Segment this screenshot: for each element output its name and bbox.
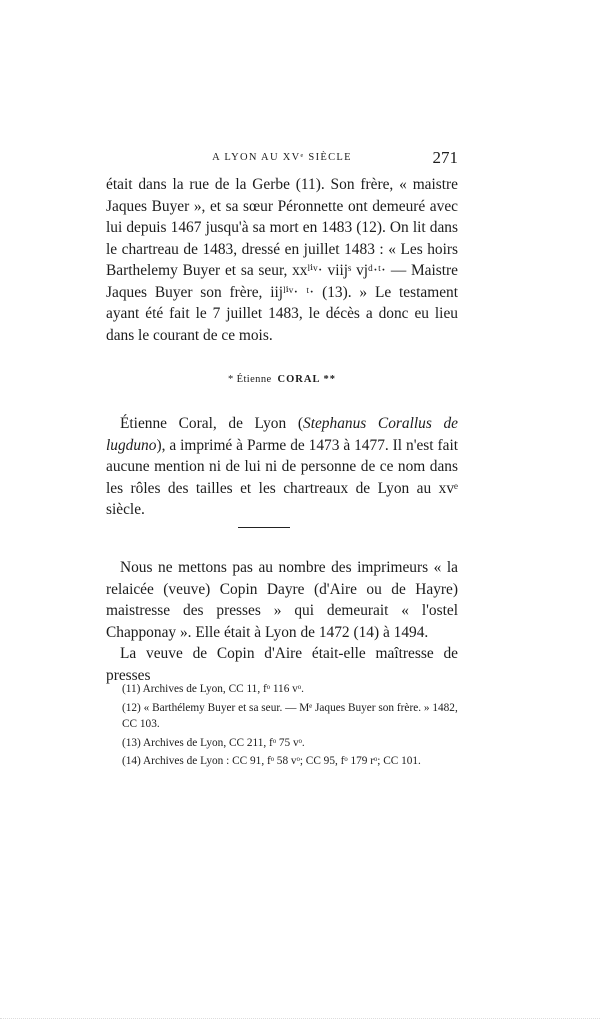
body-paragraph-2-block [106, 413, 458, 521]
page-header [106, 148, 458, 168]
section-heading-prefix: * Étienne [227, 374, 272, 385]
paragraph-text: Étienne Coral, de Lyon ( [120, 415, 303, 432]
page-edge-texture [0, 1018, 600, 1021]
section-divider [238, 527, 290, 528]
body-paragraph-1-block [106, 174, 458, 346]
page-number: 271 [432, 148, 458, 167]
running-title: A LYON AU XVᵉ SIÈCLE [212, 152, 352, 163]
body-paragraph [106, 413, 458, 521]
body-paragraph: La veuve de Copin d'Aire était-elle maîtresse de presses [106, 645, 458, 684]
body-paragraph-3-block [106, 557, 458, 686]
paragraph-text: ), a imprimé à Parme de 1473 à 1477. Il n'est fait aucune mention ni de lui ni de personne de ce nom dans les rôles des tailles et les chartreaux de Lyon au xvᵉ siècle. [106, 436, 458, 518]
footnote: (11) Archives de Lyon, CC 11, fᵒ 116 vᵒ. [122, 683, 304, 695]
section-heading [106, 374, 458, 385]
latin-name: Stephanus Corallus de lugduno [106, 415, 459, 454]
footnotes [108, 681, 458, 772]
footnote: (12) « Barthélemy Buyer et sa seur. — Mᵉ Jaques Buyer son frère. » 1482, CC 103. [122, 701, 458, 730]
footnote: (14) Archives de Lyon : CC 91, fᵒ 58 vᵒ; CC 95, fᵒ 179 rᵒ; CC 101. [122, 755, 421, 767]
body-paragraph: était dans la rue de la Gerbe (11). Son frère, « maistre Jaques Buyer », et sa sœur Péronnette ont demeuré avec lui depuis 1467 jusqu'à sa mort en 1483 (12). On lit dans le chartreau de 1483, dressé en juillet 1483 : « Les hoirs Barthelemy Buyer et sa seur, xxˡⁱᵛ· viijˢ vjᵈ·ᵗ· — Maistre Jaques Buyer son frère, iijˡⁱᵛ· ᵗ· (13). » Le testament ayant été fait le 7 juillet 1483, le décès a donc eu lieu dans le courant de ce mois. [106, 176, 458, 344]
body-paragraph: Nous ne mettons pas au nombre des imprimeurs « la relaicée (veuve) Copin Dayre (d'Aire ou de Hayre) maistresse des presses » qui demeurait « l'ostel Chapponay ». Elle était à Lyon de 1472 (14) à 1494. [106, 559, 458, 641]
footnote: (13) Archives de Lyon, CC 211, fᵒ 75 vᵒ. [122, 736, 305, 749]
section-heading-name: CORAL ** [277, 374, 336, 385]
